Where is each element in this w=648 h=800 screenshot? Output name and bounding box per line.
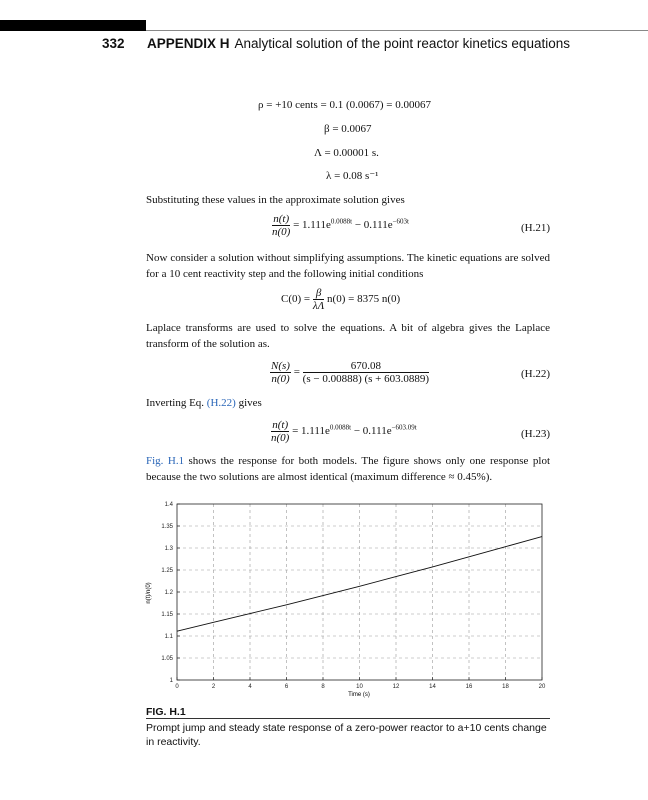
paragraph-consider: Now consider a solution without simplifying assumptions. The kinetic equations are solved for a 10 cent reactivity step and the following initial conditions	[146, 252, 550, 280]
eq-h22-link[interactable]: (H.22)	[206, 397, 236, 409]
figure-caption: Prompt jump and steady state response of a zero-power reactor to a+10 cents change in reactivity.	[146, 722, 547, 748]
appendix-label: APPENDIX H	[147, 36, 230, 51]
x-tick-label: 2	[211, 684, 216, 690]
series-line	[177, 537, 542, 632]
x-tick-label: 20	[538, 684, 546, 690]
running-title	[147, 36, 570, 51]
x-tick-label: 0	[175, 684, 179, 690]
x-tick-label: 18	[502, 684, 509, 690]
eq-h23-rhs: = 1.111e	[292, 425, 330, 438]
y-tick-label: 1.2	[164, 590, 173, 596]
equation-initial-conditions	[281, 287, 400, 312]
eq-h21-exp2: −603t	[392, 217, 409, 226]
eq-ic-rhs: n(0) = 8375 n(0)	[327, 293, 401, 306]
eq-h23-mid: − 0.111e	[351, 425, 392, 438]
y-tick-label: 1.1	[164, 634, 173, 640]
inverting-text: Inverting Eq.	[146, 397, 205, 409]
equation-h21	[272, 213, 409, 238]
y-tick-label: 1.35	[161, 524, 173, 530]
x-tick-label: 16	[465, 684, 473, 690]
header-bar	[0, 20, 146, 31]
figure-ref-text: shows the response for both models. The figure shows only one response plot because the two solutions are almost identical (maximum difference ≈ 0.45%).	[146, 455, 550, 483]
eq-h21-mid: − 0.111e	[352, 219, 393, 232]
y-tick-label: 1	[169, 678, 173, 684]
x-tick-label: 12	[392, 684, 400, 690]
page-number: 332	[102, 36, 125, 51]
eq-h21-rhs: = 1.111e	[293, 219, 331, 232]
caption-rule	[146, 718, 550, 719]
fig-h1-link[interactable]: Fig. H.1	[146, 455, 185, 467]
inverting-gives: gives	[238, 397, 262, 409]
paragraph-figure-ref	[146, 454, 550, 485]
param-lambda: λ = 0.08 s⁻¹	[326, 170, 379, 182]
eq-h22-lhs-den: n(0)	[271, 373, 290, 385]
param-beta: β = 0.0067	[324, 123, 372, 135]
eq-h23-exp1: 0.0088t	[329, 423, 352, 432]
eq-h21-exp1: 0.0088t	[330, 217, 353, 226]
eq-ic-lhs: C(0) =	[281, 293, 311, 306]
eq-h22-rhs-num: 670.08	[303, 360, 429, 373]
appendix-title: Analytical solution of the point reactor kinetics equations	[234, 36, 570, 51]
paragraph-laplace: Laplace transforms are used to solve the equations. A bit of algebra gives the Laplace transform of the solution as.	[146, 322, 550, 350]
y-tick-label: 1.3	[164, 546, 173, 552]
x-tick-label: 8	[321, 684, 325, 690]
eq-h23-lhs-num: n(t)	[272, 419, 289, 431]
y-tick-label: 1.4	[164, 502, 173, 508]
param-Lambda: Λ = 0.00001 s.	[314, 147, 379, 159]
equation-h22: $\frac{N(s)}{n(0)}$ = $\frac{670.08}{(s - 0.00888) (s + 603.0889)}$	[271, 360, 430, 385]
figure-label: FIG. H.1	[146, 706, 186, 718]
eq-number-h21: (H.21)	[520, 222, 550, 234]
y-tick-label: 1.15	[161, 612, 173, 618]
y-axis-label: n(t)/n(0)	[146, 582, 152, 604]
eq-ic-frac-den: λΛ	[312, 300, 325, 312]
eq-number-h22: (H.22)	[520, 368, 550, 380]
eq-ic-frac-num: β	[313, 287, 324, 300]
x-tick-label: 14	[429, 684, 436, 690]
x-tick-label: 6	[284, 684, 289, 690]
x-tick-label: 4	[248, 684, 252, 690]
paragraph-substituting: Substituting these values in the approximate solution gives	[146, 194, 405, 206]
equation-h23	[271, 419, 417, 444]
plot-frame	[177, 504, 542, 680]
y-tick-label: 1.05	[161, 656, 173, 662]
eq-h21-lhs-den: n(0)	[272, 226, 291, 238]
y-tick-label: 1.25	[161, 568, 173, 574]
paragraph-inverting	[146, 396, 550, 412]
eq-h21-lhs-num: n(t)	[273, 213, 290, 225]
x-axis-label: Time (s)	[348, 692, 370, 698]
eq-h22-rhs-den: (s − 0.00888) (s + 603.0889)	[302, 373, 430, 385]
eq-h23-lhs-den: n(0)	[271, 432, 290, 444]
eq-h22-lhs-num: N(s)	[271, 360, 290, 372]
eq-number-h23: (H.23)	[520, 428, 550, 440]
eq-h23-exp2: −603.09t	[391, 423, 417, 432]
x-tick-label: 10	[356, 684, 363, 690]
param-rho: ρ = +10 cents = 0.1 (0.0067) = 0.00067	[258, 99, 431, 111]
header-rule	[146, 30, 648, 31]
